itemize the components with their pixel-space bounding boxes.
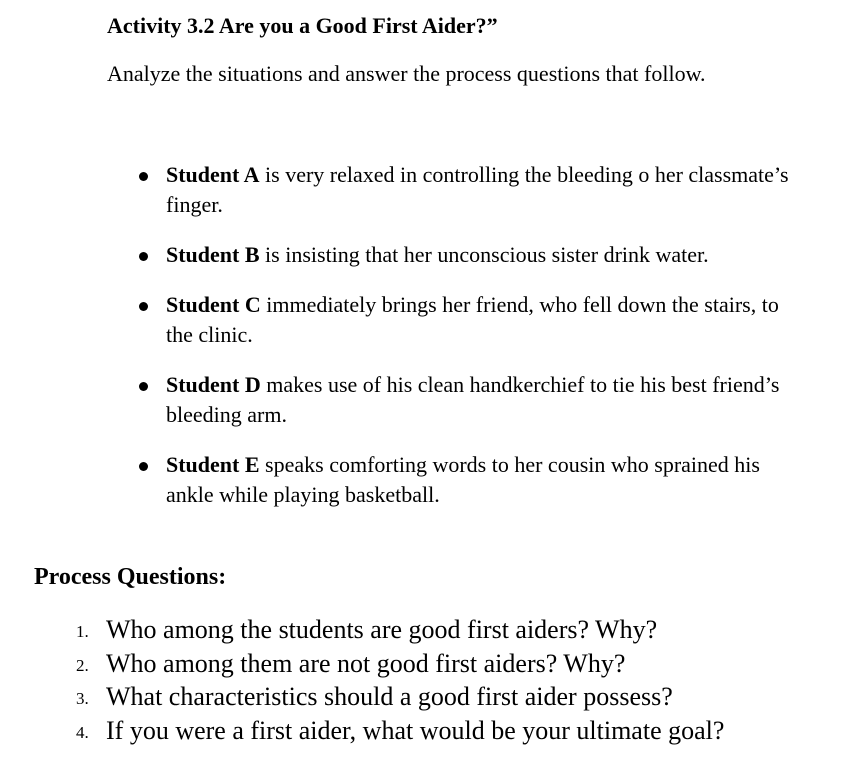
scenario-item-d bbox=[0, 370, 806, 430]
student-name: Student D bbox=[166, 372, 261, 397]
question-number: 3. bbox=[76, 689, 89, 708]
question-item-3 bbox=[0, 680, 846, 714]
bullet-icon bbox=[139, 172, 148, 181]
scenario-item-a bbox=[0, 160, 806, 220]
student-name: Student C bbox=[166, 292, 261, 317]
scenario-text: makes use of his clean handkerchief to tie his best friend’s bleeding arm. bbox=[166, 372, 780, 427]
bullet-icon bbox=[139, 252, 148, 261]
bullet-icon bbox=[139, 382, 148, 391]
process-questions-list bbox=[0, 613, 846, 747]
question-text: Who among the students are good first aiders? Why? bbox=[106, 615, 658, 644]
student-name: Student A bbox=[166, 162, 260, 187]
question-item-4 bbox=[0, 714, 846, 748]
scenario-list bbox=[0, 160, 846, 530]
scenario-item-e bbox=[0, 450, 806, 510]
process-questions-heading: Process Questions: bbox=[34, 564, 227, 590]
question-text: Who among them are not good first aiders? Why? bbox=[106, 648, 626, 678]
question-number: 1. bbox=[76, 622, 89, 641]
scenario-text: speaks comforting words to her cousin who sprained his ankle while playing basketball. bbox=[166, 452, 760, 507]
scenario-item-c bbox=[0, 290, 806, 350]
question-text: What characteristics should a good first aider possess? bbox=[106, 682, 673, 711]
question-number: 2. bbox=[76, 655, 89, 675]
activity-title: Activity 3.2 Are you a Good First Aider?” bbox=[107, 13, 498, 38]
question-text: If you were a first aider, what would be your ultimate goal? bbox=[106, 715, 725, 745]
scenario-text: is very relaxed in controlling the bleeding o her classmate’s finger. bbox=[166, 162, 789, 217]
question-number: 4. bbox=[76, 722, 89, 742]
student-name: Student E bbox=[166, 452, 260, 477]
bullet-icon bbox=[139, 302, 148, 311]
scenario-text: is insisting that her unconscious sister drink water. bbox=[259, 242, 709, 267]
student-name: Student B bbox=[166, 242, 260, 267]
question-item-1 bbox=[0, 613, 846, 647]
question-item-2 bbox=[0, 647, 846, 681]
scenario-text: immediately brings her friend, who fell down the stairs, to the clinic. bbox=[166, 292, 779, 347]
activity-instructions: Analyze the situations and answer the process questions that follow. bbox=[107, 61, 706, 86]
scenario-item-b bbox=[0, 240, 806, 270]
bullet-icon bbox=[139, 462, 148, 471]
